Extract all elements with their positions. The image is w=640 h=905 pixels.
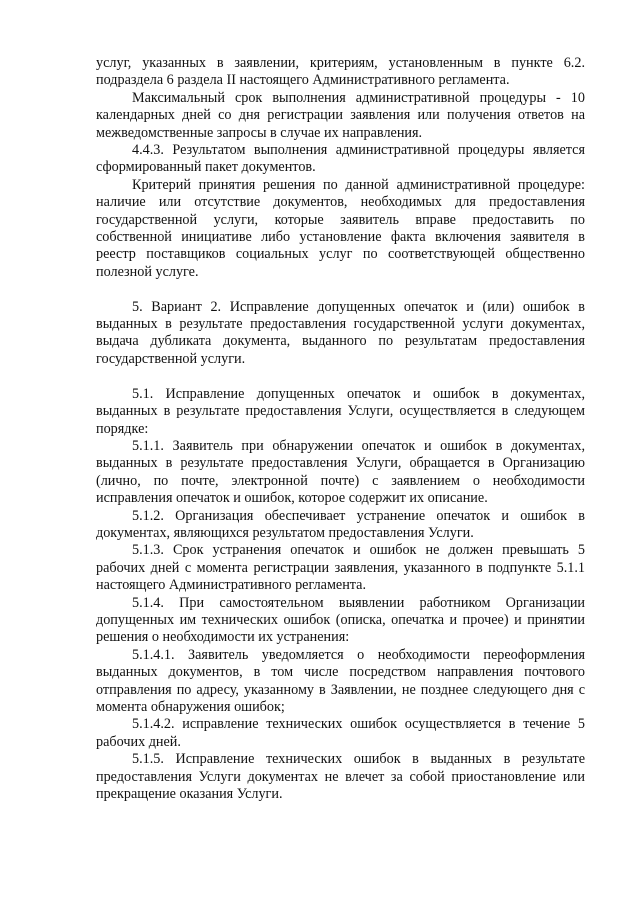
paragraph-5-1-2: 5.1.2. Организация обеспечивает устранение опечаток и ошибок в документах, являющихся результатом предоставления Услуги. (96, 507, 585, 541)
section-5-heading: 5. Вариант 2. Исправление допущенных опечаток и (или) ошибок в выданных в результате предоставления государственной услуги документах, выдача дубликата документа, выданного по результатам предоставления государственной услуги. (96, 298, 585, 367)
document-page (96, 55, 585, 803)
paragraph-5-1-4-1: 5.1.4.1. Заявитель уведомляется о необходимости переоформления выданных документов, в том числе посредством направления почтового отправления по адресу, указанному в Заявлении, не позднее следующего дня с момента обнаружения ошибок; (96, 646, 585, 715)
paragraph-5-1: 5.1. Исправление допущенных опечаток и ошибок в документах, выданных в результате предоставления Услуги, осуществляется в следующем порядке: (96, 385, 585, 437)
paragraph-5-1-4-2: 5.1.4.2. исправление технических ошибок осуществляется в течение 5 рабочих дней. (96, 716, 585, 750)
paragraph-criteria-continuation: услуг, указанных в заявлении, критериям, установленным в пункте 6.2. подраздела 6 раздела II настоящего Административного регламента. (96, 55, 585, 89)
paragraph-decision-criterion: Критерий принятия решения по данной административной процедуре: наличие или отсутствие документов, необходимых для предоставления государственной услуги, которые заявитель вправе предоставить по собственной инициативе либо установление факта включения заявителя в реестр поставщиков социальных услуг по соответствующей общественно полезной услуге. (96, 176, 585, 280)
paragraph-5-1-4: 5.1.4. При самостоятельном выявлении работником Организации допущенных им технических ошибок (описка, опечатка и прочее) и принятии решения о необходимости их устранения: (96, 594, 585, 646)
spacer (96, 368, 585, 385)
spacer (96, 281, 585, 298)
paragraph-5-1-5: 5.1.5. Исправление технических ошибок в выданных в результате предоставления Услуги документах не влечет за собой приостановление или прекращение оказания Услуги. (96, 751, 585, 803)
paragraph-max-term: Максимальный срок выполнения административной процедуры - 10 календарных дней со дня регистрации заявления или получения ответов на межведомственные запросы в случае их направления. (96, 89, 585, 141)
paragraph-5-1-1: 5.1.1. Заявитель при обнаружении опечаток и ошибок в документах, выданных в результате предоставления Услуги, обращается в Организацию (лично, по почте, электронной почте) с заявлением о необходимости исправления опечаток и ошибок, которое содержит их описание. (96, 437, 585, 507)
paragraph-5-1-3: 5.1.3. Срок устранения опечаток и ошибок не должен превышать 5 рабочих дней с момента регистрации заявления, указанного в подпункте 5.1.1 настоящего Административного регламента. (96, 542, 585, 594)
paragraph-4-4-3: 4.4.3. Результатом выполнения административной процедуры является сформированный пакет документов. (96, 142, 585, 176)
